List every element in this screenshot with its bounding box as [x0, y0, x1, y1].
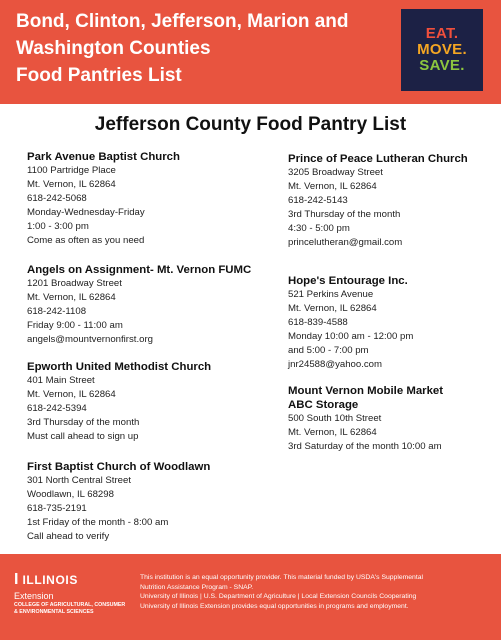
- pantry-city: Mt. Vernon, IL 62864: [27, 389, 116, 401]
- disclaimer-line: Nutrition Assistance Program - SNAP.: [140, 583, 254, 591]
- extension-label: Extension: [14, 591, 54, 601]
- pantry-address: 1201 Broadway Street: [27, 278, 122, 289]
- college-name-line: COLLEGE OF AGRICULTURAL, CONSUMER: [14, 602, 126, 608]
- pantry-address: 1100 Partridge Place: [27, 165, 116, 176]
- pantry-phone: 618-735-2191: [27, 503, 87, 515]
- pantry-name: Hope's Entourage Inc.: [288, 275, 408, 287]
- pantry-email: jnr24588@yahoo.com: [288, 359, 383, 371]
- pantry-city: Mt. Vernon, IL 62864: [288, 303, 377, 315]
- pantry-city: Mt. Vernon, IL 62864: [288, 427, 377, 439]
- pantry-note: Come as often as you need: [27, 235, 145, 247]
- header-title: [16, 8, 396, 89]
- header-title-line: Washington Counties: [16, 38, 211, 59]
- pantry-note: Call ahead to verify: [27, 531, 110, 543]
- pantry-name: Angels on Assignment- Mt. Vernon FUMC: [27, 264, 252, 276]
- pantry-name: First Baptist Church of Woodlawn: [27, 461, 211, 473]
- pantry-hours: 1:00 - 3:00 pm: [27, 221, 89, 233]
- logo-word-save: SAVE.: [419, 57, 465, 74]
- pantry-entry-park-avenue: [27, 150, 272, 249]
- pantry-days: 3rd Thursday of the month: [288, 209, 401, 221]
- pantry-name: Prince of Peace Lutheran Church: [288, 153, 468, 165]
- illinois-block-i-icon: I: [14, 571, 19, 588]
- eat-move-save-logo: [401, 9, 483, 91]
- pantry-hours: 4:30 - 5:00 pm: [288, 223, 350, 235]
- page-title: Jefferson County Food Pantry List: [94, 114, 407, 135]
- pantry-city: Mt. Vernon, IL 62864: [288, 181, 377, 193]
- pantry-email: princelutheran@gmail.com: [288, 237, 403, 249]
- pantry-phone: 618-242-5394: [27, 403, 87, 415]
- pantry-hours-evening: and 5:00 - 7:00 pm: [288, 345, 369, 357]
- pantry-note: Must call ahead to sign up: [27, 431, 139, 443]
- pantry-email: angels@mountvernonfirst.org: [27, 334, 153, 346]
- pantry-entry-epworth: [27, 360, 272, 444]
- pantry-city: Woodlawn, IL 68298: [27, 489, 114, 501]
- pantry-entry-first-baptist: [27, 460, 272, 544]
- pantry-city: Mt. Vernon, IL 62864: [27, 179, 116, 191]
- disclaimer-line: This institution is an equal opportunity provider. This material funded by USDA's Supplemental: [140, 574, 424, 581]
- pantry-entry-angels: [27, 263, 272, 347]
- pantry-phone: 618-242-5068: [27, 193, 87, 205]
- pantry-address: 521 Perkins Avenue: [288, 289, 374, 300]
- pantry-name: Epworth United Methodist Church: [27, 361, 212, 373]
- pantry-address: 500 South 10th Street: [288, 413, 382, 424]
- pantry-phone: 618-242-5143: [288, 195, 348, 207]
- disclaimer-line: University of Illinois Extension provides equal opportunities in programs and employment.: [140, 602, 409, 610]
- pantry-days: Monday-Wednesday-Friday: [27, 207, 145, 219]
- pantry-hours: Friday 9:00 - 11:00 am: [27, 320, 123, 332]
- pantry-city: Mt. Vernon, IL 62864: [27, 292, 116, 304]
- pantry-address: 3205 Broadway Street: [288, 167, 383, 178]
- header-title-line: Food Pantries List: [16, 65, 182, 86]
- pantry-name: Mount Vernon Mobile Market ABC Storage: [288, 385, 444, 411]
- logo-word-eat: EAT.: [425, 25, 459, 42]
- pantry-name: Park Avenue Baptist Church: [27, 151, 180, 163]
- pantry-entry-prince-of-peace: [288, 152, 488, 251]
- header-banner: [0, 0, 501, 104]
- footer-banner: [0, 554, 501, 640]
- pantry-hours: Monday 10:00 am - 12:00 pm: [288, 331, 414, 343]
- header-title-line: Bond, Clinton, Jefferson, Marion and: [16, 11, 349, 32]
- illinois-extension-logo: [14, 572, 144, 615]
- illinois-wordmark: ILLINOIS: [22, 573, 78, 587]
- college-name: [14, 602, 144, 615]
- pantry-days: 1st Friday of the month - 8:00 am: [27, 517, 169, 529]
- pantry-entry-mobile-market: [288, 384, 488, 454]
- pantry-days: 3rd Saturday of the month 10:00 am: [288, 441, 442, 453]
- pantry-phone: 618-242-1108: [27, 306, 87, 318]
- pantry-phone: 618-839-4588: [288, 317, 348, 329]
- pantry-entry-hopes-entourage: [288, 274, 488, 373]
- logo-word-move: MOVE.: [417, 41, 467, 58]
- pantry-days: 3rd Thursday of the month: [27, 417, 140, 429]
- pantry-address: 401 Main Street: [27, 375, 95, 386]
- disclaimer-text: [140, 573, 495, 611]
- pantry-address: 301 North Central Street: [27, 475, 131, 486]
- college-name-line: & ENVIRONMENTAL SCIENCES: [14, 608, 94, 615]
- disclaimer-line: University of Illinois | U.S. Department of Agriculture | Local Extension Councils Cooperating: [140, 593, 417, 601]
